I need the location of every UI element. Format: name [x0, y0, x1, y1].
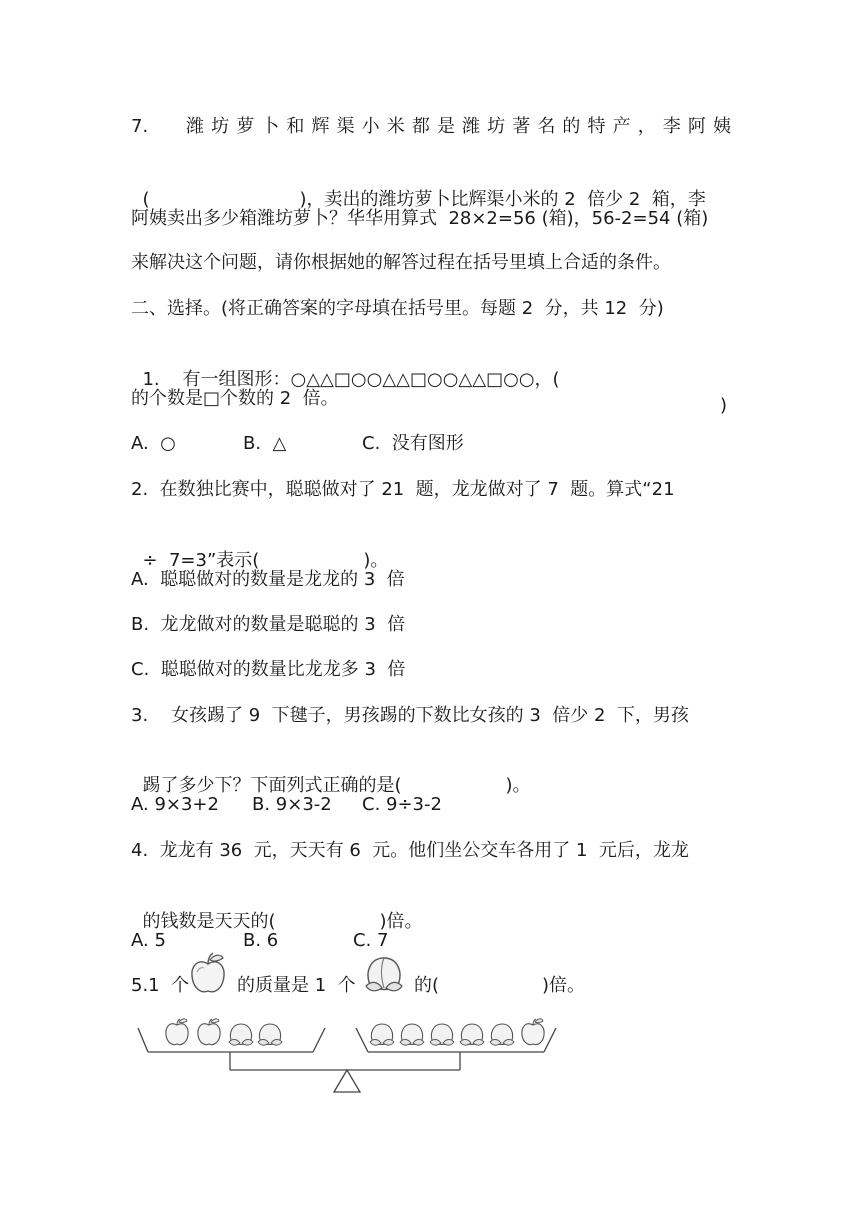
q1-line-2: 的个数是□个数的 2 倍。	[131, 388, 339, 409]
q7-line-1-text	[186, 114, 731, 140]
q3-option-c[interactable]: C. 9÷3-2	[362, 794, 442, 815]
apple-icon	[188, 950, 228, 996]
q7-char: 著	[512, 116, 531, 137]
q3-option-b[interactable]: B. 9×3-2	[252, 794, 332, 815]
q7-line-2-text: )，卖出的潍坊萝卜比辉渠小米的 2 倍少 2 箱，李	[299, 189, 706, 210]
q7-paren-open: (	[142, 189, 150, 210]
section-2-title: 二、选择。(将正确答案的字母填在括号里。每题 2 分，共 12 分)	[131, 298, 664, 319]
q2-option-a[interactable]: A. 聪聪做对的数量是龙龙的 3 倍	[131, 569, 405, 590]
q7-line-1	[131, 114, 731, 140]
q1-option-c[interactable]: C. 没有图形	[362, 433, 464, 454]
q7-char: 和	[286, 116, 305, 137]
q5-text-d: )倍。	[542, 975, 586, 996]
q7-char: 阿	[687, 116, 706, 137]
q3-line-1: 3. 女孩踢了 9 下毽子，男孩踢的下数比女孩的 3 倍少 2 下，男孩	[131, 705, 689, 726]
q7-char: 米	[386, 116, 405, 137]
q7-char: 姨	[712, 116, 731, 137]
peach-icon	[362, 952, 406, 998]
q1-option-a[interactable]: A. ○	[131, 433, 176, 454]
q7-char: 卜	[261, 116, 280, 137]
q7-char: 辉	[311, 116, 330, 137]
q7-char: 是	[436, 116, 455, 137]
q7-char: 潍	[462, 116, 481, 137]
q1-line-1-text: 1. 有一组图形：○△△□○○△△□○○△△□○○，(	[142, 369, 560, 390]
q2-option-c[interactable]: C. 聪聪做对的数量比龙龙多 3 倍	[131, 659, 406, 680]
q4-line-2-text: 的钱数是天天的(	[142, 911, 276, 932]
q5-text-c: 的(	[414, 975, 440, 996]
q3-paren-close: )。	[505, 775, 531, 796]
q7-char: ，	[637, 116, 656, 137]
q4-line-2	[131, 883, 731, 935]
q7-char: 的	[562, 116, 581, 137]
q7-char: 产	[612, 116, 631, 137]
q2-line-1: 2. 在数独比赛中，聪聪做对了 21 题，龙龙做对了 7 题。算式“21	[131, 479, 675, 500]
q4-option-b[interactable]: B. 6	[243, 930, 279, 951]
q7-char: 坊	[211, 116, 230, 137]
q2-line-2-text: ÷ 7=3”表示(	[142, 550, 260, 571]
q7-char: 名	[537, 116, 556, 137]
q7-number: 7.	[131, 116, 149, 137]
q7-char: 萝	[236, 116, 255, 137]
q4-line-1: 4. 龙龙有 36 元，天天有 6 元。他们坐公交车各用了 1 元后，龙龙	[131, 840, 689, 861]
balance-scale-icon	[120, 1008, 560, 1098]
q2-paren-close: )。	[363, 550, 389, 571]
q3-option-a[interactable]: A. 9×3+2	[131, 794, 219, 815]
q7-char: 小	[361, 116, 380, 137]
q4-paren-close: )倍。	[379, 911, 423, 932]
q5-text-a: 5.1 个	[131, 975, 190, 996]
q7-line-3: 阿姨卖出多少箱潍坊萝卜？华华用算式 28×2=56 (箱)，56-2=54 (箱)	[131, 208, 709, 229]
q1-paren-close: )	[720, 395, 728, 416]
q3-line-2-text: 踢了多少下？下面列式正确的是(	[142, 775, 402, 796]
q1-option-b[interactable]: B. △	[243, 433, 287, 454]
q5-text-b: 的质量是 1 个	[237, 975, 356, 996]
q7-char: 李	[662, 116, 681, 137]
q4-option-c[interactable]: C. 7	[353, 930, 389, 951]
q7-char: 坊	[487, 116, 506, 137]
q2-option-b[interactable]: B. 龙龙做对的数量是聪聪的 3 倍	[131, 614, 406, 635]
q7-char: 都	[411, 116, 430, 137]
q7-char: 特	[587, 116, 606, 137]
q7-char: 渠	[336, 116, 355, 137]
q4-option-a[interactable]: A. 5	[131, 930, 166, 951]
q7-line-4: 来解决这个问题，请你根据她的解答过程在括号里填上合适的条件。	[131, 252, 671, 273]
q7-char: 潍	[186, 116, 204, 137]
